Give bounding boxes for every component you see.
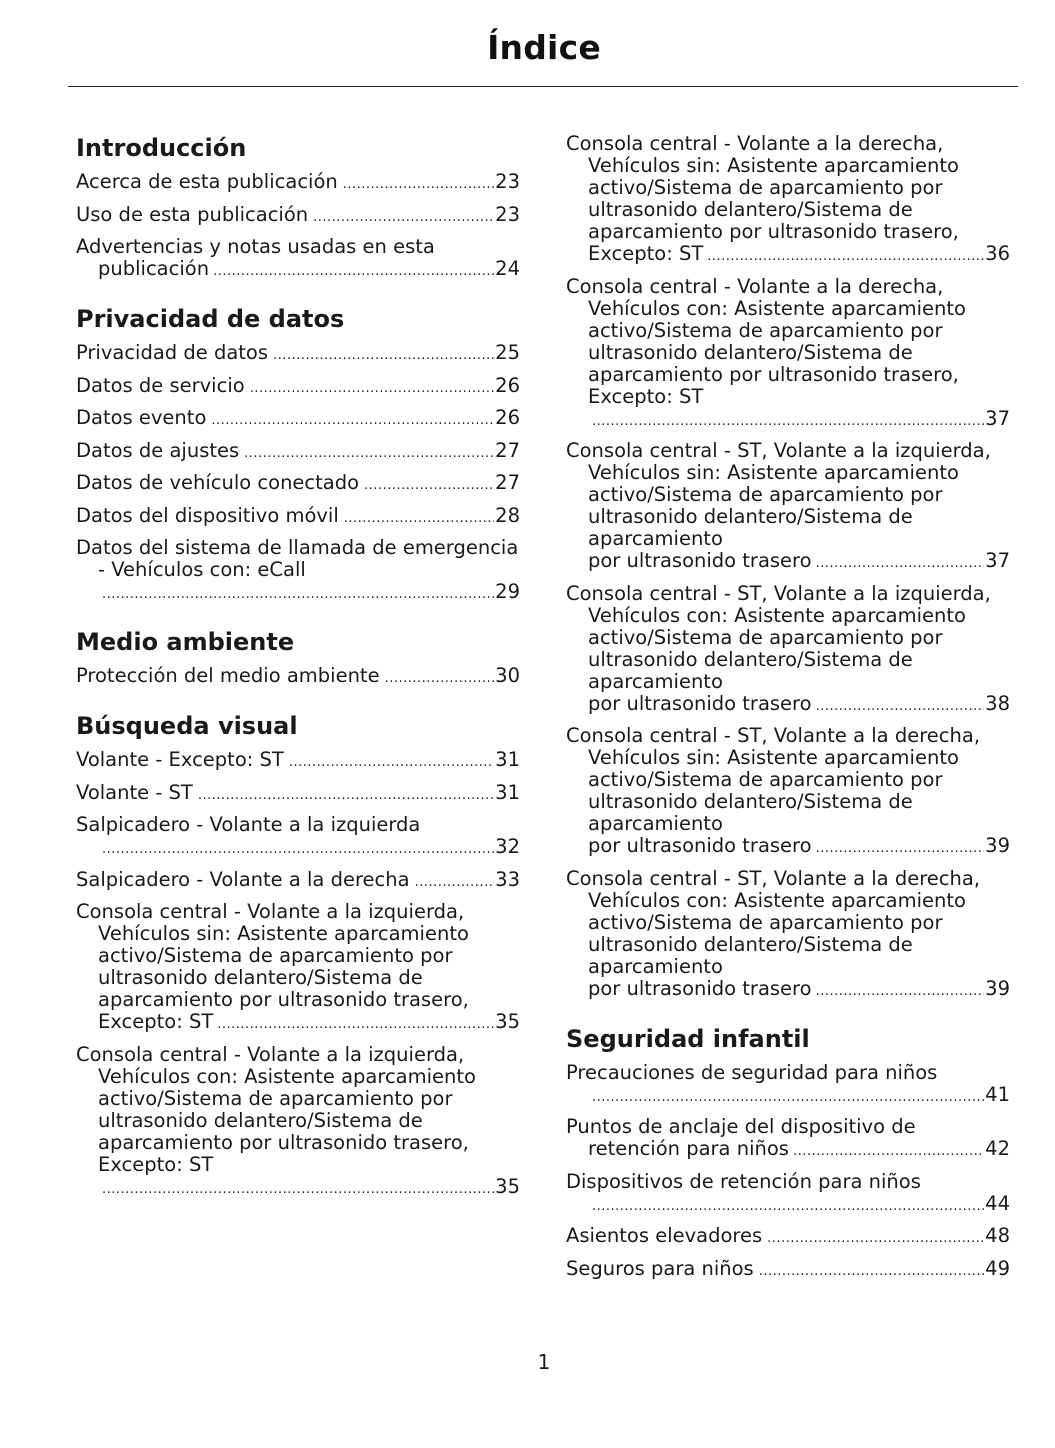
toc-entry[interactable]: [76, 665, 520, 690]
toc-entry-page: 48: [985, 1224, 1010, 1247]
toc-entry-title: Consola central - Volante a la izquierda, Vehículos sin: Asistente aparcamiento activo/Sistema de aparcamiento por ultrasonido delantero/Sistema de aparcamiento por ultrasonido trasero,: [76, 900, 469, 1011]
toc-entry-title-end: publicación: [98, 257, 210, 280]
toc-entry-page: 28: [495, 503, 520, 527]
dot-leader: [102, 836, 494, 861]
toc-entry-title-end: por ultrasonido trasero: [588, 834, 812, 857]
toc-entry[interactable]: [566, 868, 1010, 1003]
toc-entry-leader-line: [566, 408, 1010, 433]
toc-entry-page: 38: [985, 691, 1010, 715]
toc-entry-title-end: por ultrasonido trasero: [588, 976, 812, 1000]
dot-leader: [250, 375, 494, 400]
section-heading: Introducción: [76, 134, 247, 162]
toc-entry[interactable]: [76, 901, 520, 1036]
toc-entry[interactable]: [76, 1044, 520, 1201]
toc-section: [76, 711, 520, 1201]
toc-entry-leader-line: [76, 1176, 520, 1201]
dot-leader: [385, 665, 495, 690]
toc-entry-page: 23: [495, 170, 520, 193]
toc-entry-title: Consola central - ST, Volante a la derecha, Vehículos con: Asistente aparcamiento activo/Sistema de aparcamiento por ultrasonido delantero/Sistema de aparcamiento: [566, 866, 981, 978]
toc-entry-page: 27: [495, 471, 520, 494]
toc-entry[interactable]: [76, 869, 520, 894]
toc-entry-title: Privacidad de datos: [76, 341, 269, 364]
toc-entry-page: 27: [495, 438, 520, 462]
dot-leader: [213, 258, 494, 283]
page-number: 1: [537, 1350, 551, 1374]
toc-entry-page: 35: [495, 1174, 520, 1198]
dot-leader: [344, 505, 494, 530]
dot-leader: [313, 204, 494, 229]
toc-entry-title: Datos evento: [76, 406, 207, 429]
toc-entry-title: Datos del sistema de llamada de emergencia - Vehículos con: eCall: [76, 536, 519, 581]
toc-entry-page: 26: [495, 373, 520, 397]
dot-leader: [273, 342, 494, 367]
toc-entry-page: 29: [495, 580, 520, 603]
toc-entry-title-end: retención para niños: [588, 1137, 789, 1160]
toc-entry-page: 30: [495, 664, 520, 687]
toc-entry-page: 31: [495, 780, 520, 804]
toc-entry-title-end: por ultrasonido trasero: [588, 691, 812, 715]
dot-leader: [767, 1225, 984, 1250]
dot-leader: [102, 1176, 494, 1201]
dot-leader: [592, 1084, 984, 1109]
toc-entry[interactable]: [566, 440, 1010, 575]
dot-leader: [343, 171, 494, 196]
toc-entry-leader-line: [566, 693, 1010, 718]
toc-entry-page: 35: [495, 1010, 520, 1033]
section-heading: Medio ambiente: [76, 628, 295, 656]
toc-entry-page: 42: [985, 1137, 1010, 1160]
toc-entry[interactable]: [566, 583, 1010, 718]
page-title: Índice: [487, 28, 601, 67]
toc-entry-title: Puntos de anclaje del dispositivo de: [566, 1115, 916, 1138]
toc-entry[interactable]: [76, 472, 520, 497]
dot-leader: [289, 749, 494, 774]
toc-entry-page: 33: [495, 867, 520, 891]
toc-left-column: [76, 133, 520, 1222]
toc-entry-title: Consola central - Volante a la derecha, Vehículos con: Asistente aparcamiento activo/Sistema de aparcamiento por ultrasonido delantero/Sistema de aparcamiento por ultrasonido trasero, Excepto: ST: [566, 274, 966, 408]
toc-entry-title: Consola central - Volante a la derecha, Vehículos sin: Asistente aparcamiento activo/Sistema de aparcamiento por ultrasonido delantero/Sistema de aparcamiento por ultrasonido trasero,: [566, 132, 959, 243]
dot-leader: [592, 408, 984, 433]
toc-entry[interactable]: [566, 276, 1010, 433]
toc-entry-title-end: por ultrasonido trasero: [588, 549, 812, 572]
toc-entry-title: Salpicadero - Volante a la derecha: [76, 867, 410, 891]
dot-leader: [707, 243, 984, 268]
toc-entry-page: 49: [985, 1256, 1010, 1280]
dot-leader: [592, 1193, 984, 1218]
toc-entry-title: Datos de servicio: [76, 373, 245, 397]
toc-entry-title: Consola central - ST, Volante a la izquierda, Vehículos sin: Asistente aparcamiento activo/Sistema de aparcamiento por ultrasonido delantero/Sistema de aparcamiento: [566, 439, 991, 550]
section-heading: Seguridad infantil: [566, 1024, 810, 1053]
dot-leader: [816, 693, 985, 718]
toc-entry-title: Consola central - ST, Volante a la izquierda, Vehículos con: Asistente aparcamiento activo/Sistema de aparcamiento por ultrasonido delantero/Sistema de aparcamiento: [566, 581, 991, 693]
dot-leader: [102, 581, 494, 606]
toc-entry[interactable]: [76, 440, 520, 465]
toc-section: [566, 133, 1010, 1003]
toc-entry-title: Dispositivos de retención para niños: [566, 1169, 921, 1193]
toc-entry-page: 37: [985, 406, 1010, 430]
toc-entry-title: Datos del dispositivo móvil: [76, 503, 339, 527]
dot-leader: [217, 1011, 494, 1036]
toc-entry-title: Datos de ajustes: [76, 438, 240, 462]
toc-entry-page: 37: [985, 549, 1010, 572]
toc-entry-title: Salpicadero - Volante a la izquierda: [76, 813, 421, 836]
toc-entry-leader-line: [566, 978, 1010, 1003]
toc-entry-page: 31: [495, 748, 520, 771]
toc-entry[interactable]: [76, 171, 520, 196]
toc-entry-page: 25: [495, 341, 520, 364]
toc-entry-title: Uso de esta publicación: [76, 202, 309, 226]
toc-entry-leader-line: [566, 1084, 1010, 1109]
toc-entry[interactable]: [76, 749, 520, 774]
toc-entry-leader-line: [76, 258, 520, 283]
toc-entry[interactable]: [76, 505, 520, 530]
dot-leader: [364, 472, 494, 497]
toc-entry[interactable]: [76, 814, 520, 861]
dot-leader: [816, 835, 985, 860]
toc-entry-leader-line: [76, 836, 520, 861]
toc-entry-page: 23: [495, 202, 520, 226]
toc-entry-leader-line: [76, 1011, 520, 1036]
toc-entry[interactable]: [76, 537, 520, 606]
toc-entry-leader-line: [566, 1138, 1010, 1163]
toc-entry-title: Volante - ST: [76, 780, 193, 804]
toc-entry[interactable]: [76, 782, 520, 807]
dot-leader: [415, 869, 495, 894]
dot-leader: [816, 978, 985, 1003]
dot-leader: [759, 1258, 984, 1283]
toc-entry-leader-line: [76, 581, 520, 606]
toc-entry-title: Volante - Excepto: ST: [76, 748, 284, 771]
dot-leader: [211, 407, 494, 432]
toc-entry-page: 41: [985, 1082, 1010, 1106]
toc-entry-page: 32: [495, 835, 520, 858]
toc-entry-title: Precauciones de seguridad para niños: [566, 1060, 938, 1084]
toc-entry[interactable]: [76, 407, 520, 432]
toc-entry-leader-line: [566, 1193, 1010, 1218]
toc-entry-page: 39: [985, 976, 1010, 1000]
toc-entry-page: 39: [985, 834, 1010, 857]
dot-leader: [793, 1138, 984, 1163]
toc-entry-title-end: Excepto: ST: [588, 242, 704, 265]
title-divider: [68, 86, 1018, 87]
dot-leader: [244, 440, 494, 465]
toc-entry-leader-line: [566, 550, 1010, 575]
toc-entry[interactable]: [76, 236, 520, 283]
toc-right-column: [566, 133, 1010, 1304]
toc-entry-title: Consola central - Volante a la izquierda, Vehículos con: Asistente aparcamiento activo/Sistema de aparcamiento por ultrasonido delantero/Sistema de aparcamiento por ultrasonido trasero, Excepto: ST: [76, 1042, 476, 1176]
toc-entry-page: 26: [495, 406, 520, 429]
toc-entry[interactable]: [566, 1116, 1010, 1163]
toc-entry-title: Advertencias y notas usadas en esta: [76, 235, 435, 258]
toc-entry-page: 44: [985, 1191, 1010, 1215]
toc-entry[interactable]: [566, 1062, 1010, 1109]
dot-leader: [198, 782, 494, 807]
toc-entry-title: Seguros para niños: [566, 1256, 754, 1280]
dot-leader: [816, 550, 985, 575]
toc-entry[interactable]: [566, 725, 1010, 860]
toc-entry[interactable]: [566, 133, 1010, 268]
toc-entry[interactable]: [76, 375, 520, 400]
toc-entry[interactable]: [566, 1225, 1010, 1250]
toc-section: [566, 1024, 1010, 1283]
toc-section: [76, 627, 520, 690]
toc-entry-leader-line: [566, 835, 1010, 860]
toc-entry-title: Acerca de esta publicación: [76, 170, 338, 193]
toc-entry-title: Protección del medio ambiente: [76, 664, 380, 687]
toc-section: [76, 133, 520, 283]
toc-entry[interactable]: [566, 1258, 1010, 1283]
toc-entry-title-end: Excepto: ST: [98, 1010, 214, 1033]
toc-entry-leader-line: [566, 243, 1010, 268]
toc-entry-title: Asientos elevadores: [566, 1224, 763, 1247]
toc-entry-title: Consola central - ST, Volante a la derecha, Vehículos sin: Asistente aparcamiento activo/Sistema de aparcamiento por ultrasonido delantero/Sistema de aparcamiento: [566, 724, 981, 835]
toc-entry-page: 24: [495, 257, 520, 280]
toc-section: [76, 304, 520, 606]
section-heading: Privacidad de datos: [76, 305, 345, 333]
section-heading: Búsqueda visual: [76, 712, 298, 740]
toc-entry[interactable]: [76, 204, 520, 229]
toc-entry-title: Datos de vehículo conectado: [76, 471, 360, 494]
toc-entry-page: 36: [985, 242, 1010, 265]
toc-entry[interactable]: [566, 1171, 1010, 1218]
toc-entry[interactable]: [76, 342, 520, 367]
